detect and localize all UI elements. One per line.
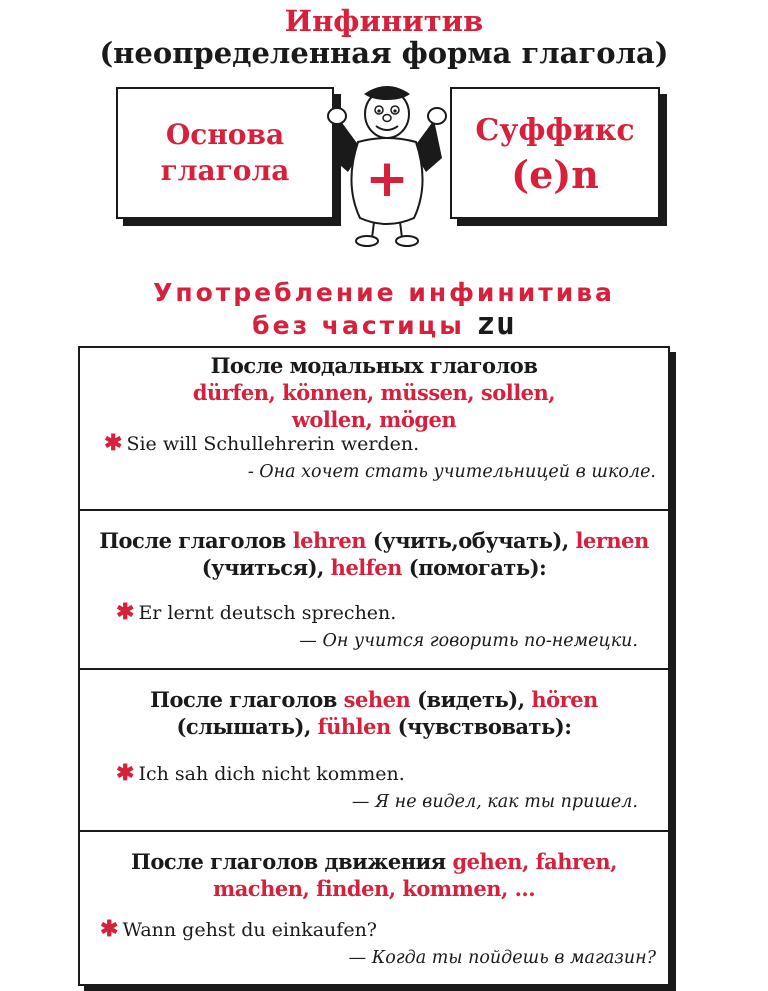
verb-helfen: helfen (330, 555, 402, 580)
verb-hoeren: hören (531, 687, 598, 712)
verb-list-line1: gehen, fahren, (452, 849, 617, 874)
verb-list-line2: wollen, mögen (291, 407, 457, 432)
translation-text: — Я не видел, как ты пришел. (351, 792, 638, 812)
usage-heading-line1: Употребление инфинитива (153, 278, 615, 307)
example-sentence (104, 430, 419, 456)
section-heading-text: После модальных глаголов (210, 353, 538, 378)
suffix-value: (e)n (511, 152, 599, 197)
mascot-illustration (318, 80, 456, 248)
section-heading-text: После глаголов (99, 528, 286, 553)
asterisk-icon: ✱ (116, 760, 135, 786)
section-teach-learn-help (80, 511, 668, 670)
verb-list-line2: machen, finden, kommen, ... (212, 876, 536, 901)
example-sentence (116, 760, 405, 786)
gloss-helfen: (помогать): (408, 555, 547, 580)
example-text: Ich sah dich nicht kommen. (138, 763, 405, 785)
section-heading (80, 670, 668, 740)
asterisk-icon: ✱ (116, 599, 135, 625)
page-subtitle: (неопределенная форма глагола) (99, 36, 669, 70)
verb-lehren: lehren (292, 528, 366, 553)
section-heading (80, 348, 668, 433)
verb-stem-label-line1: Основа (165, 118, 285, 151)
verb-stem-box (116, 87, 334, 219)
suffix-box (450, 87, 660, 219)
example-sentence (116, 599, 396, 625)
section-heading (80, 832, 668, 902)
verb-lernen: lernen (575, 528, 649, 553)
gloss-hoeren: (слышать), (176, 714, 311, 739)
translation-text: — Когда ты пойдешь в магазин? (348, 948, 656, 968)
page-title: Инфинитив (284, 4, 484, 38)
section-modal-verbs (80, 348, 668, 511)
translation-text: — Он учится говорить по-немецки. (299, 631, 638, 651)
example-text: Wann gehst du einkaufen? (122, 919, 377, 941)
translation-text: - Она хочет стать учительницей в школе. (247, 462, 656, 482)
verb-sehen: sehen (343, 687, 411, 712)
plus-sign: + (365, 149, 409, 209)
example-text: Sie will Schullehrerin werden. (126, 433, 420, 455)
example-text: Er lernt deutsch sprechen. (138, 602, 397, 624)
gloss-fuehlen: (чувствовать): (397, 714, 572, 739)
section-perception-verbs (80, 670, 668, 832)
particle-zu: zu (476, 306, 516, 342)
section-heading-text: После глаголов (150, 687, 337, 712)
asterisk-icon: ✱ (104, 430, 123, 456)
usage-table (78, 346, 670, 986)
usage-heading-line2 (0, 306, 768, 342)
section-heading (80, 511, 668, 581)
suffix-label: Суффикс (475, 113, 635, 148)
section-motion-verbs (80, 832, 668, 984)
example-sentence (100, 916, 377, 942)
verb-stem-label-line2: глагола (160, 154, 290, 187)
section-heading-text: После глаголов движения (131, 849, 446, 874)
gloss-lernen: (учиться), (201, 555, 324, 580)
gloss-lehren: (учить,обучать), (372, 528, 569, 553)
asterisk-icon: ✱ (100, 916, 119, 942)
usage-heading-text: без частицы (252, 311, 465, 340)
gloss-sehen: (видеть), (417, 687, 525, 712)
verb-fuehlen: fühlen (317, 714, 391, 739)
verb-list-line1: dürfen, können, müssen, sollen, (192, 380, 556, 405)
